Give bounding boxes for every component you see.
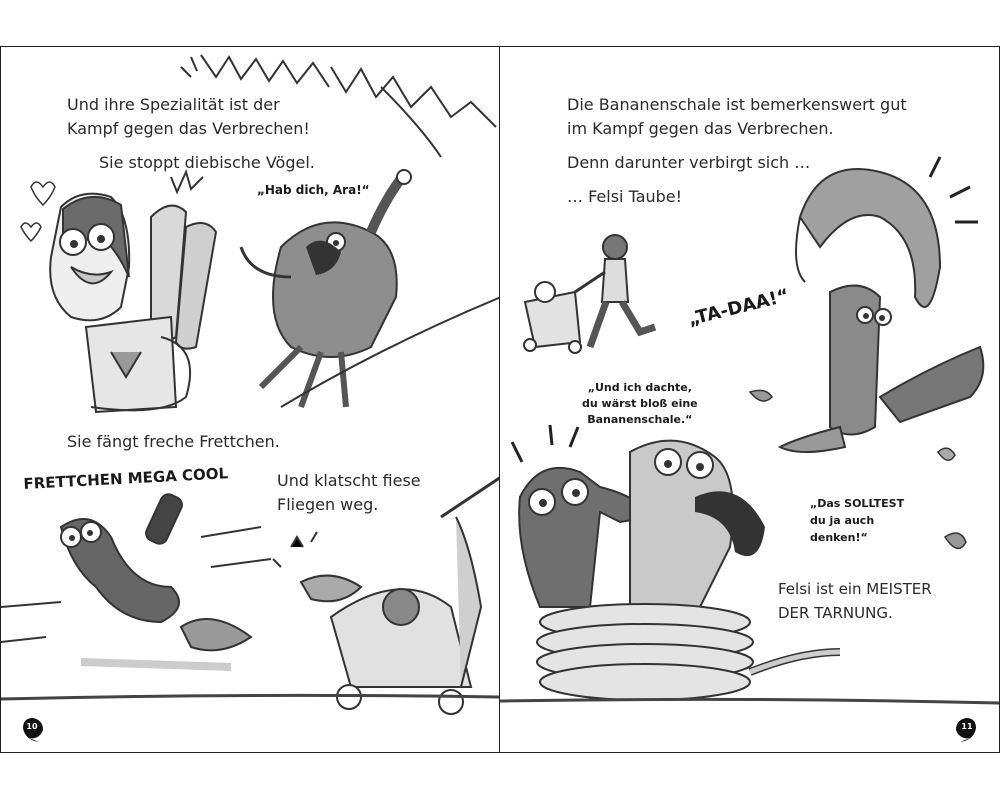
page-number-badge-right xyxy=(952,716,978,742)
text-paragraph-2: Sie stoppt diebische Vögel. xyxy=(99,153,315,172)
shout-ta-daa: „TA-DAA!“ xyxy=(686,285,792,331)
page-number: 11 xyxy=(961,722,973,731)
book-spread xyxy=(0,46,1000,753)
speech-bubble-pigeon: „Das SOLLTEST du ja auch denken!“ xyxy=(810,497,905,544)
text-paragraph-1: Und ihre Spezialität ist der Kampf gegen das Verbrechen! xyxy=(67,95,310,138)
left-page xyxy=(0,47,500,752)
speech-bubble-ferret: „Und ich dachte, du wärst bloß eine Bananenschale.“ xyxy=(582,381,698,426)
banana-peel-pigeon-illustration xyxy=(750,157,983,548)
ferret-and-parrot-in-hose-illustration xyxy=(512,425,840,700)
page-number-badge-left xyxy=(21,716,47,742)
speech-bubble-ara: „Hab dich, Ara!“ xyxy=(257,183,370,197)
page-number: 10 xyxy=(26,722,38,731)
text-paragraph-3: … Felsi Taube! xyxy=(567,187,683,206)
ferret-illustration xyxy=(1,492,271,667)
parrot-illustration xyxy=(241,170,500,407)
text-paragraph-2: Denn darunter verbirgt sich … xyxy=(567,153,811,172)
caption-tarnung: Felsi ist ein MEISTER DER TARNUNG. xyxy=(778,580,932,622)
ground-line xyxy=(1,695,500,699)
right-page xyxy=(500,47,1000,752)
woman-with-bread-illustration xyxy=(21,172,216,412)
ground-line xyxy=(500,699,1000,703)
spray-can-label: FRETTCHEN MEGA COOL xyxy=(23,464,229,493)
text-paragraph-3: Sie fängt freche Frettchen. xyxy=(67,432,280,451)
text-paragraph-1: Die Bananenschale ist bemerkenswert gut im Kampf gegen das Verbrechen. xyxy=(567,95,907,138)
man-with-stroller-illustration xyxy=(524,235,655,353)
text-paragraph-4: Und klatscht fiese Fliegen weg. xyxy=(277,471,421,514)
